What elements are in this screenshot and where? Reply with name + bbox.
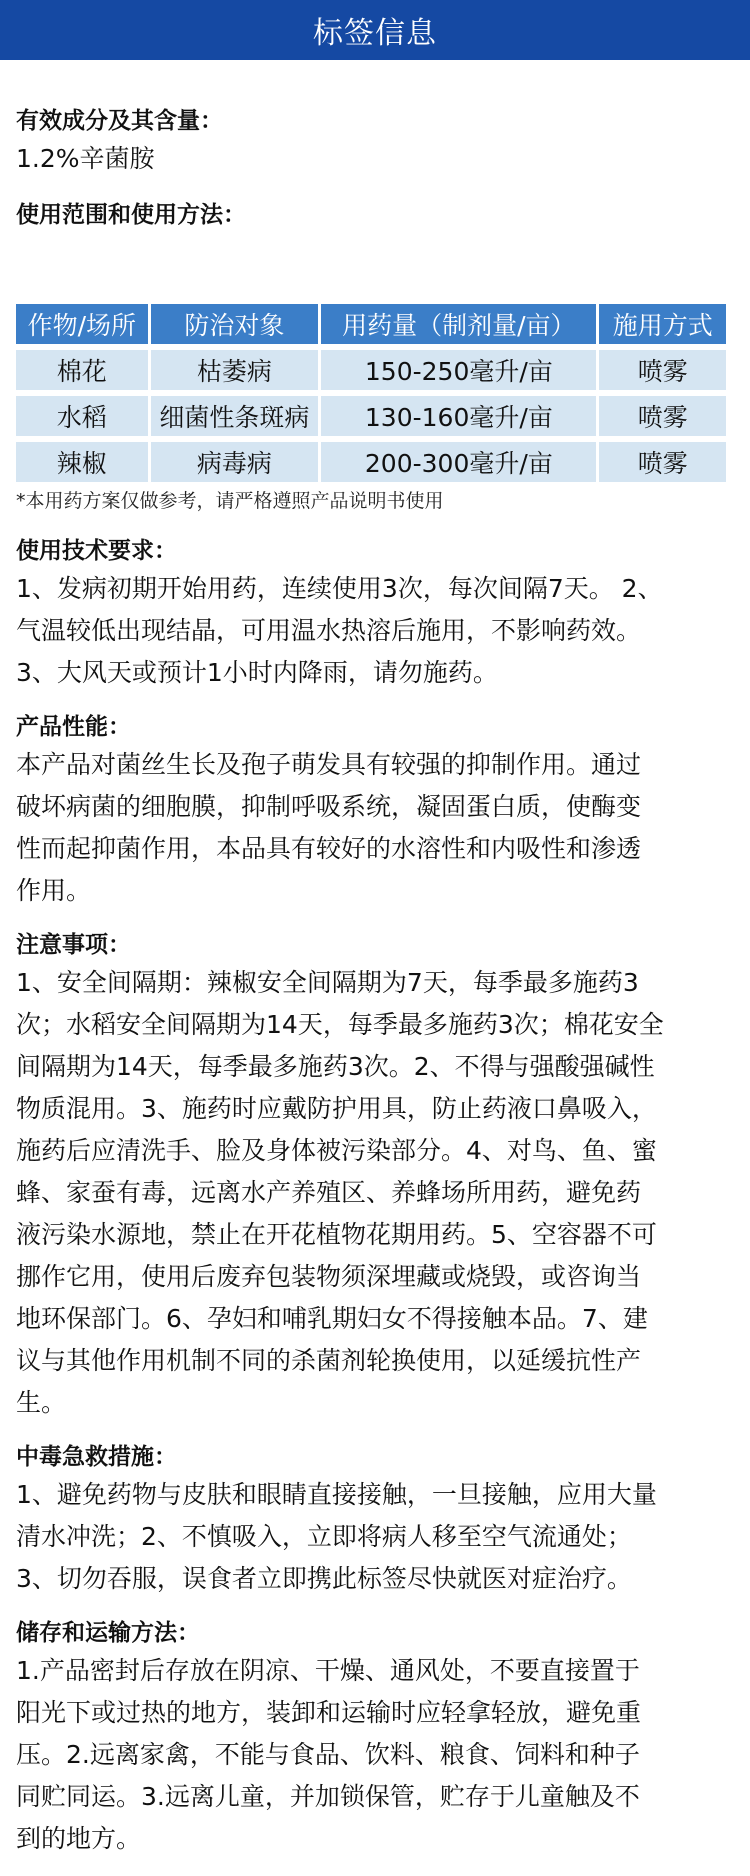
table-cell: 喷雾: [599, 442, 726, 482]
active-ingredient-value: 1.2%辛菌胺: [16, 144, 155, 173]
text-line: 性而起抑菌作用，本品具有较好的水溶性和内吸性和渗透: [16, 834, 642, 863]
precautions-title: 注意事项：: [16, 932, 131, 958]
table-header-row: [16, 304, 726, 344]
text-line: 议与其他作用机制不同的杀菌剂轮换使用，以延缓抗性产: [16, 1346, 642, 1375]
table-header-cell: 防治对象: [151, 304, 319, 344]
text-line: 1、发病初期开始用药，连续使用3次，每次间隔7天。 2、: [16, 574, 663, 603]
performance-title: 产品性能：: [16, 714, 131, 740]
tech-requirements-section: [16, 534, 734, 694]
table-header-cell: 施用方式: [599, 304, 726, 344]
text-line: 施药后应清洗手、脸及身体被污染部分。4、对鸟、鱼、蜜: [16, 1136, 657, 1165]
text-line: 清水冲洗；2、不慎吸入，立即将病人移至空气流通处；: [16, 1522, 632, 1551]
tech-requirements-title: 使用技术要求：: [16, 538, 177, 564]
table-header-cell: 作物/场所: [16, 304, 148, 344]
text-line: 阳光下或过热的地方，装卸和运输时应轻拿轻放，避免重: [16, 1698, 642, 1727]
label-content: [0, 104, 750, 1860]
text-line: 1.产品密封后存放在阴凉、干燥、通风处，不要直接置于: [16, 1656, 640, 1685]
first-aid-section: [16, 1440, 734, 1600]
table-cell: 水稻: [16, 396, 148, 436]
dosage-table: [13, 298, 729, 488]
page-title: 标签信息: [313, 16, 437, 51]
text-line: 生。: [16, 1388, 67, 1417]
performance-body: [16, 744, 734, 912]
table-cell: 130-160毫升/亩: [321, 396, 596, 436]
header-bar: [0, 0, 750, 60]
precautions-section: [16, 928, 734, 1424]
active-ingredient-section: [16, 104, 734, 180]
first-aid-title: 中毒急救措施：: [16, 1444, 177, 1470]
table-cell: 病毒病: [151, 442, 319, 482]
table-cell: 细菌性条斑病: [151, 396, 319, 436]
text-line: 3、大风天或预计1小时内降雨，请勿施药。: [16, 658, 498, 687]
text-line: 1、安全间隔期：辣椒安全间隔期为7天，每季最多施药3: [16, 968, 639, 997]
first-aid-body: [16, 1474, 734, 1600]
text-line: 压。2.远离家禽，不能与食品、饮料、粮食、饲料和种子: [16, 1740, 640, 1769]
precautions-body: [16, 962, 734, 1424]
text-line: 作用。: [16, 876, 92, 905]
text-line: 3、切勿吞服，误食者立即携此标签尽快就医对症治疗。: [16, 1564, 632, 1593]
text-line: 同贮同运。3.远离儿童，并加锁保管，贮存于儿童触及不: [16, 1782, 640, 1811]
usage-section: [16, 198, 734, 516]
text-line: 蜂、家蚕有毒，远离水产养殖区、养蜂场所用药，避免药: [16, 1178, 642, 1207]
text-line: 挪作它用，使用后废弃包装物须深埋藏或烧毁，或咨询当: [16, 1262, 642, 1291]
text-line: 物质混用。3、施药时应戴防护用具，防止药液口鼻吸入，: [16, 1094, 657, 1123]
text-line: 液污染水源地，禁止在开花植物花期用药。5、空容器不可: [16, 1220, 657, 1249]
text-line: 破坏病菌的细胞膜，抑制呼吸系统，凝固蛋白质，使酶变: [16, 792, 642, 821]
table-cell: 150-250毫升/亩: [321, 350, 596, 390]
text-line: 次；水稻安全间隔期为14天，每季最多施药3次；棉花安全: [16, 1010, 664, 1039]
table-row: [16, 396, 726, 436]
text-line: 1、避免药物与皮肤和眼睛直接接触，一旦接触，应用大量: [16, 1480, 657, 1509]
text-line: 气温较低出现结晶，可用温水热溶后施用，不影响药效。: [16, 616, 642, 645]
table-cell: 喷雾: [599, 350, 726, 390]
performance-section: [16, 710, 734, 912]
table-cell: 棉花: [16, 350, 148, 390]
tech-requirements-body: [16, 568, 734, 694]
storage-title: 储存和运输方法：: [16, 1620, 200, 1646]
text-line: 本产品对菌丝生长及孢子萌发具有较强的抑制作用。通过: [16, 750, 642, 779]
storage-body: [16, 1650, 734, 1860]
usage-footnote: *本用药方案仅做参考，请严格遵照产品说明书使用: [16, 490, 444, 512]
table-row: [16, 442, 726, 482]
table-cell: 200-300毫升/亩: [321, 442, 596, 482]
table-header-cell: 用药量（制剂量/亩）: [321, 304, 596, 344]
table-cell: 辣椒: [16, 442, 148, 482]
table-cell: 枯萎病: [151, 350, 319, 390]
text-line: 间隔期为14天，每季最多施药3次。2、不得与强酸强碱性: [16, 1052, 655, 1081]
storage-section: [16, 1616, 734, 1860]
table-cell: 喷雾: [599, 396, 726, 436]
table-row: [16, 350, 726, 390]
active-ingredient-title: 有效成分及其含量：: [16, 108, 223, 134]
text-line: 到的地方。: [16, 1824, 142, 1853]
text-line: 地环保部门。6、孕妇和哺乳期妇女不得接触本品。7、建: [16, 1304, 648, 1333]
usage-title: 使用范围和使用方法：: [16, 202, 246, 228]
